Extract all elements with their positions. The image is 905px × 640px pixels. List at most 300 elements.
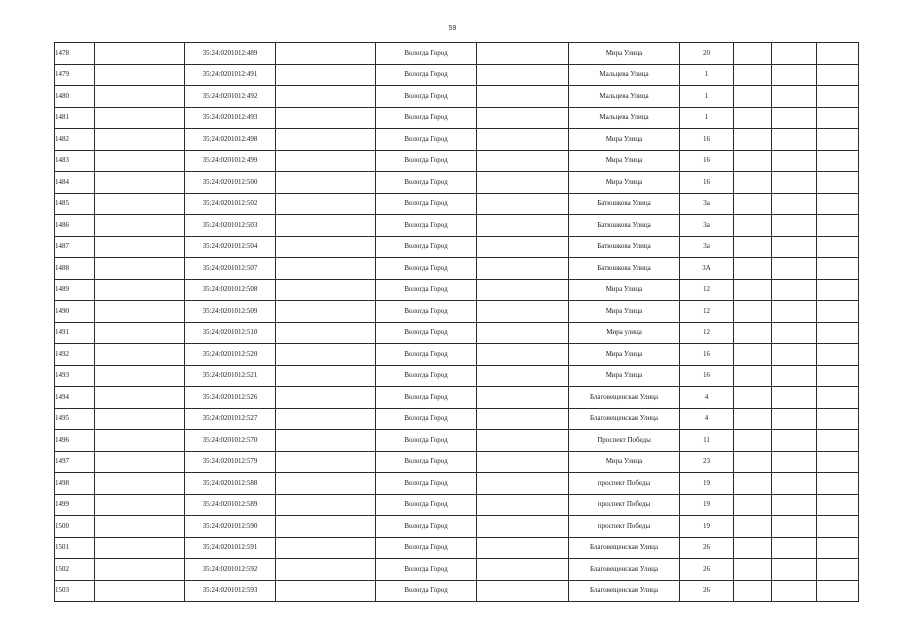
empty-cell (817, 387, 859, 409)
empty-cell (95, 150, 185, 172)
table-row (55, 516, 859, 538)
table-row (55, 301, 859, 323)
empty-cell (477, 516, 569, 538)
cadastral-number: 35:24:0201012:521 (185, 365, 276, 387)
empty-cell (734, 43, 772, 65)
empty-cell (772, 322, 817, 344)
empty-cell (276, 537, 376, 559)
empty-cell (95, 215, 185, 237)
row-number: 1483 (55, 150, 95, 172)
empty-cell (477, 430, 569, 452)
settlement: Вологда Город (376, 64, 477, 86)
empty-cell (817, 559, 859, 581)
empty-cell (276, 322, 376, 344)
row-number: 1482 (55, 129, 95, 151)
settlement: Вологда Город (376, 580, 477, 602)
cadastral-number: 35:24:0201012:504 (185, 236, 276, 258)
empty-cell (772, 236, 817, 258)
empty-cell (817, 516, 859, 538)
empty-cell (95, 322, 185, 344)
empty-cell (95, 64, 185, 86)
empty-cell (817, 430, 859, 452)
empty-cell (772, 408, 817, 430)
empty-cell (817, 451, 859, 473)
empty-cell (477, 129, 569, 151)
empty-cell (734, 64, 772, 86)
empty-cell (477, 537, 569, 559)
empty-cell (772, 559, 817, 581)
row-number: 1494 (55, 387, 95, 409)
empty-cell (734, 494, 772, 516)
empty-cell (477, 236, 569, 258)
empty-cell (734, 580, 772, 602)
empty-cell (95, 344, 185, 366)
house-number: 23 (680, 451, 734, 473)
house-number: 26 (680, 537, 734, 559)
cadastral-number: 35:24:0201012:579 (185, 451, 276, 473)
empty-cell (95, 172, 185, 194)
empty-cell (276, 215, 376, 237)
empty-cell (95, 537, 185, 559)
empty-cell (734, 322, 772, 344)
empty-cell (276, 408, 376, 430)
row-number: 1486 (55, 215, 95, 237)
empty-cell (276, 43, 376, 65)
empty-cell (734, 172, 772, 194)
empty-cell (734, 301, 772, 323)
empty-cell (734, 516, 772, 538)
empty-cell (817, 193, 859, 215)
empty-cell (734, 236, 772, 258)
row-number: 1480 (55, 86, 95, 108)
row-number: 1491 (55, 322, 95, 344)
empty-cell (276, 107, 376, 129)
house-number: 4 (680, 387, 734, 409)
empty-cell (95, 408, 185, 430)
settlement: Вологда Город (376, 86, 477, 108)
row-number: 1493 (55, 365, 95, 387)
empty-cell (477, 451, 569, 473)
cadastral-number: 35:24:0201012:589 (185, 494, 276, 516)
empty-cell (276, 64, 376, 86)
house-number: 16 (680, 172, 734, 194)
table-row (55, 86, 859, 108)
empty-cell (817, 365, 859, 387)
empty-cell (276, 451, 376, 473)
row-number: 1497 (55, 451, 95, 473)
empty-cell (772, 172, 817, 194)
table-row (55, 64, 859, 86)
row-number: 1490 (55, 301, 95, 323)
empty-cell (95, 86, 185, 108)
empty-cell (734, 559, 772, 581)
house-number: 16 (680, 365, 734, 387)
empty-cell (477, 258, 569, 280)
cadastral-number: 35:24:0201012:499 (185, 150, 276, 172)
empty-cell (95, 473, 185, 495)
empty-cell (477, 344, 569, 366)
empty-cell (734, 365, 772, 387)
table-row (55, 559, 859, 581)
row-number: 1478 (55, 43, 95, 65)
empty-cell (817, 580, 859, 602)
empty-cell (477, 215, 569, 237)
house-number: 1 (680, 86, 734, 108)
row-number: 1485 (55, 193, 95, 215)
empty-cell (276, 301, 376, 323)
empty-cell (772, 150, 817, 172)
empty-cell (477, 150, 569, 172)
empty-cell (734, 150, 772, 172)
empty-cell (817, 64, 859, 86)
empty-cell (772, 193, 817, 215)
empty-cell (772, 107, 817, 129)
street: Проспект Победы (569, 430, 680, 452)
empty-cell (477, 387, 569, 409)
row-number: 1496 (55, 430, 95, 452)
empty-cell (477, 86, 569, 108)
cadastral-number: 35:24:0201012:492 (185, 86, 276, 108)
table-row (55, 387, 859, 409)
house-number: 4 (680, 408, 734, 430)
settlement: Вологда Город (376, 387, 477, 409)
empty-cell (734, 107, 772, 129)
house-number: 19 (680, 516, 734, 538)
street: Благовещенская Улица (569, 387, 680, 409)
house-number: 12 (680, 279, 734, 301)
empty-cell (817, 43, 859, 65)
cadastral-number: 35:24:0201012:591 (185, 537, 276, 559)
empty-cell (276, 365, 376, 387)
empty-cell (95, 365, 185, 387)
street: Батюшкова Улица (569, 215, 680, 237)
table-row (55, 537, 859, 559)
empty-cell (772, 258, 817, 280)
settlement: Вологда Город (376, 172, 477, 194)
table-row (55, 473, 859, 495)
empty-cell (734, 430, 772, 452)
street: Мира Улица (569, 172, 680, 194)
cadastral-number: 35:24:0201012:508 (185, 279, 276, 301)
empty-cell (772, 129, 817, 151)
street: Благовещенская Улица (569, 537, 680, 559)
empty-cell (95, 43, 185, 65)
settlement: Вологда Город (376, 365, 477, 387)
row-number: 1498 (55, 473, 95, 495)
empty-cell (276, 387, 376, 409)
empty-cell (276, 516, 376, 538)
table-row (55, 107, 859, 129)
table-row (55, 408, 859, 430)
settlement: Вологда Город (376, 193, 477, 215)
table-row (55, 236, 859, 258)
cadastral-number: 35:24:0201012:491 (185, 64, 276, 86)
house-number: 16 (680, 344, 734, 366)
settlement: Вологда Город (376, 322, 477, 344)
row-number: 1487 (55, 236, 95, 258)
house-number: 26 (680, 580, 734, 602)
empty-cell (276, 580, 376, 602)
empty-cell (817, 322, 859, 344)
empty-cell (772, 451, 817, 473)
cadastral-number: 35:24:0201012:588 (185, 473, 276, 495)
empty-cell (477, 64, 569, 86)
empty-cell (477, 494, 569, 516)
table-row (55, 129, 859, 151)
empty-cell (817, 344, 859, 366)
street: Благовещенская Улица (569, 408, 680, 430)
registry-table (54, 42, 859, 602)
empty-cell (734, 86, 772, 108)
empty-cell (772, 580, 817, 602)
house-number: 11 (680, 430, 734, 452)
house-number: 3а (680, 193, 734, 215)
street: Благовещенская Улица (569, 559, 680, 581)
settlement: Вологда Город (376, 344, 477, 366)
street: Батюшкова Улица (569, 193, 680, 215)
row-number: 1502 (55, 559, 95, 581)
table-row (55, 344, 859, 366)
empty-cell (276, 494, 376, 516)
cadastral-number: 35:24:0201012:500 (185, 172, 276, 194)
empty-cell (477, 580, 569, 602)
row-number: 1484 (55, 172, 95, 194)
row-number: 1499 (55, 494, 95, 516)
empty-cell (817, 107, 859, 129)
empty-cell (817, 236, 859, 258)
cadastral-number: 35:24:0201012:510 (185, 322, 276, 344)
empty-cell (734, 279, 772, 301)
street: Батюшкова Улица (569, 258, 680, 280)
empty-cell (772, 43, 817, 65)
row-number: 1503 (55, 580, 95, 602)
street: Батюшкова Улица (569, 236, 680, 258)
empty-cell (817, 408, 859, 430)
table-row (55, 258, 859, 280)
row-number: 1495 (55, 408, 95, 430)
empty-cell (276, 193, 376, 215)
cadastral-number: 35:24:0201012:592 (185, 559, 276, 581)
cadastral-number: 35:24:0201012:498 (185, 129, 276, 151)
settlement: Вологда Город (376, 215, 477, 237)
settlement: Вологда Город (376, 43, 477, 65)
street: Благовещенская Улица (569, 580, 680, 602)
empty-cell (477, 301, 569, 323)
empty-cell (772, 516, 817, 538)
cadastral-number: 35:24:0201012:489 (185, 43, 276, 65)
settlement: Вологда Город (376, 258, 477, 280)
row-number: 1481 (55, 107, 95, 129)
table-body (55, 43, 859, 602)
empty-cell (95, 516, 185, 538)
house-number: 16 (680, 150, 734, 172)
cadastral-number: 35:24:0201012:526 (185, 387, 276, 409)
street: Мира Улица (569, 129, 680, 151)
empty-cell (477, 279, 569, 301)
empty-cell (772, 387, 817, 409)
table-row (55, 279, 859, 301)
house-number: 12 (680, 301, 734, 323)
cadastral-number: 35:24:0201012:590 (185, 516, 276, 538)
empty-cell (276, 172, 376, 194)
empty-cell (817, 172, 859, 194)
cadastral-number: 35:24:0201012:507 (185, 258, 276, 280)
settlement: Вологда Город (376, 107, 477, 129)
empty-cell (734, 129, 772, 151)
table-row (55, 322, 859, 344)
empty-cell (772, 64, 817, 86)
empty-cell (734, 193, 772, 215)
empty-cell (477, 322, 569, 344)
cadastral-number: 35:24:0201012:593 (185, 580, 276, 602)
row-number: 1489 (55, 279, 95, 301)
empty-cell (734, 258, 772, 280)
empty-cell (772, 365, 817, 387)
empty-cell (477, 365, 569, 387)
empty-cell (772, 473, 817, 495)
table-row (55, 580, 859, 602)
cadastral-number: 35:24:0201012:493 (185, 107, 276, 129)
empty-cell (95, 451, 185, 473)
table-row (55, 215, 859, 237)
empty-cell (734, 451, 772, 473)
house-number: 3а (680, 215, 734, 237)
empty-cell (276, 344, 376, 366)
house-number: 3А (680, 258, 734, 280)
empty-cell (95, 258, 185, 280)
empty-cell (477, 473, 569, 495)
settlement: Вологда Город (376, 150, 477, 172)
empty-cell (817, 129, 859, 151)
row-number: 1488 (55, 258, 95, 280)
empty-cell (772, 344, 817, 366)
empty-cell (817, 537, 859, 559)
empty-cell (95, 559, 185, 581)
table-row (55, 365, 859, 387)
street: Мира Улица (569, 150, 680, 172)
street: Мира Улица (569, 43, 680, 65)
settlement: Вологда Город (376, 516, 477, 538)
settlement: Вологда Город (376, 301, 477, 323)
street: Мира Улица (569, 451, 680, 473)
empty-cell (772, 215, 817, 237)
empty-cell (734, 473, 772, 495)
cadastral-number: 35:24:0201012:509 (185, 301, 276, 323)
settlement: Вологда Город (376, 408, 477, 430)
empty-cell (734, 344, 772, 366)
empty-cell (276, 236, 376, 258)
street: проспект Победы (569, 473, 680, 495)
empty-cell (817, 279, 859, 301)
settlement: Вологда Город (376, 559, 477, 581)
empty-cell (477, 107, 569, 129)
settlement: Вологда Город (376, 279, 477, 301)
table-row (55, 150, 859, 172)
street: Мира Улица (569, 301, 680, 323)
street: проспект Победы (569, 494, 680, 516)
street: Мира Улица (569, 279, 680, 301)
cadastral-number: 35:24:0201012:503 (185, 215, 276, 237)
row-number: 1500 (55, 516, 95, 538)
empty-cell (276, 279, 376, 301)
empty-cell (95, 430, 185, 452)
empty-cell (477, 408, 569, 430)
street: Мира улица (569, 322, 680, 344)
empty-cell (772, 86, 817, 108)
table-row (55, 172, 859, 194)
page-number: 59 (448, 25, 457, 32)
empty-cell (817, 215, 859, 237)
empty-cell (817, 494, 859, 516)
street: Мира Улица (569, 365, 680, 387)
row-number: 1501 (55, 537, 95, 559)
row-number: 1479 (55, 64, 95, 86)
empty-cell (95, 236, 185, 258)
house-number: 1 (680, 107, 734, 129)
house-number: 1 (680, 64, 734, 86)
house-number: 12 (680, 322, 734, 344)
street: Мира Улица (569, 344, 680, 366)
empty-cell (276, 473, 376, 495)
empty-cell (734, 215, 772, 237)
settlement: Вологда Город (376, 494, 477, 516)
empty-cell (817, 258, 859, 280)
settlement: Вологда Город (376, 129, 477, 151)
table-row (55, 43, 859, 65)
cadastral-number: 35:24:0201012:502 (185, 193, 276, 215)
street: Мальцева Улица (569, 107, 680, 129)
empty-cell (772, 494, 817, 516)
empty-cell (276, 258, 376, 280)
empty-cell (817, 301, 859, 323)
empty-cell (734, 408, 772, 430)
empty-cell (734, 387, 772, 409)
empty-cell (276, 150, 376, 172)
row-number: 1492 (55, 344, 95, 366)
settlement: Вологда Город (376, 537, 477, 559)
house-number: 20 (680, 43, 734, 65)
cadastral-number: 35:24:0201012:570 (185, 430, 276, 452)
empty-cell (477, 43, 569, 65)
empty-cell (276, 86, 376, 108)
settlement: Вологда Город (376, 236, 477, 258)
empty-cell (95, 387, 185, 409)
empty-cell (772, 430, 817, 452)
empty-cell (817, 473, 859, 495)
empty-cell (817, 86, 859, 108)
house-number: 16 (680, 129, 734, 151)
house-number: 26 (680, 559, 734, 581)
settlement: Вологда Город (376, 430, 477, 452)
settlement: Вологда Город (376, 473, 477, 495)
empty-cell (817, 150, 859, 172)
table-row (55, 494, 859, 516)
empty-cell (95, 494, 185, 516)
empty-cell (734, 537, 772, 559)
house-number: 19 (680, 473, 734, 495)
empty-cell (772, 301, 817, 323)
empty-cell (95, 107, 185, 129)
empty-cell (477, 559, 569, 581)
empty-cell (95, 301, 185, 323)
empty-cell (772, 279, 817, 301)
table-row (55, 193, 859, 215)
table-row (55, 430, 859, 452)
empty-cell (95, 580, 185, 602)
empty-cell (276, 559, 376, 581)
empty-cell (477, 172, 569, 194)
empty-cell (772, 537, 817, 559)
